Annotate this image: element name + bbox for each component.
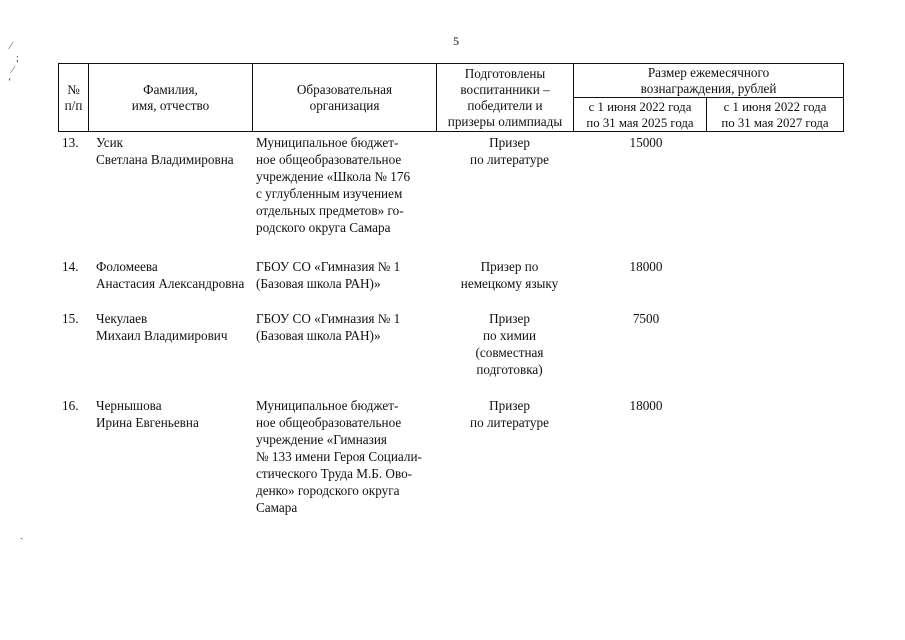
- page-number: 5: [453, 34, 459, 48]
- prepared-winners: Призер по литературе: [470, 135, 549, 167]
- organization: ГБОУ СО «Гимназия № 1 (Базовая школа РАН)»: [256, 259, 401, 291]
- row-number: 16.: [62, 398, 79, 413]
- header-period-2027: с 1 июня 2022 года по 31 мая 2027 года: [707, 98, 844, 132]
- header-num: № п/п: [59, 64, 89, 132]
- scan-mark: ;: [16, 53, 19, 64]
- organization: Муниципальное бюджет- ное общеобразовательное учреждение «Гимназия № 133 имени Героя Социали- стического Труда М.Б. Ово- денко» городского округа Самара: [256, 398, 422, 515]
- organization: Муниципальное бюджет- ное общеобразовательное учреждение «Школа № 176 с углубленным изучением отдельных предметов» го- родского округа Самара: [256, 135, 411, 235]
- header-name: Фамилия, имя, отчество: [89, 64, 253, 132]
- header-organization: Образовательная организация: [253, 64, 437, 132]
- header-prepared: Подготовлены воспитанники – победители и призеры олимпиады: [437, 64, 574, 132]
- prepared-winners: Призер по литературе: [470, 398, 549, 430]
- row-number: 14.: [62, 259, 79, 274]
- amount-2025: 18000: [629, 259, 663, 274]
- header-period-2025: с 1 июня 2022 года по 31 мая 2025 года: [574, 98, 707, 132]
- person-name: Чекулаев Михаил Владимирович: [96, 311, 228, 343]
- person-name: Фоломеева Анастасия Александровна: [96, 259, 245, 291]
- amount-2025: 7500: [632, 311, 660, 326]
- amount-2025: 18000: [629, 398, 663, 413]
- prepared-winners: Призер по химии (совместная подготовка): [475, 311, 544, 377]
- person-name: Усик Светлана Владимировна: [96, 135, 234, 167]
- scan-mark: ˎ: [20, 529, 24, 540]
- prepared-winners: Призер по немецкому языку: [460, 259, 559, 291]
- person-name: Чернышова Ирина Евгеньевна: [96, 398, 199, 430]
- row-number: 15.: [62, 311, 79, 326]
- amount-2025: 15000: [629, 135, 663, 150]
- row-number: 13.: [62, 135, 79, 150]
- scan-mark: ⁄: [12, 65, 14, 76]
- header-amount: Размер ежемесячного вознаграждения, рублей: [574, 64, 844, 98]
- table-header: [58, 63, 844, 132]
- scan-mark: ⁄: [10, 41, 12, 52]
- organization: ГБОУ СО «Гимназия № 1 (Базовая школа РАН)»: [256, 311, 401, 343]
- scan-mark: ʻ: [8, 77, 12, 88]
